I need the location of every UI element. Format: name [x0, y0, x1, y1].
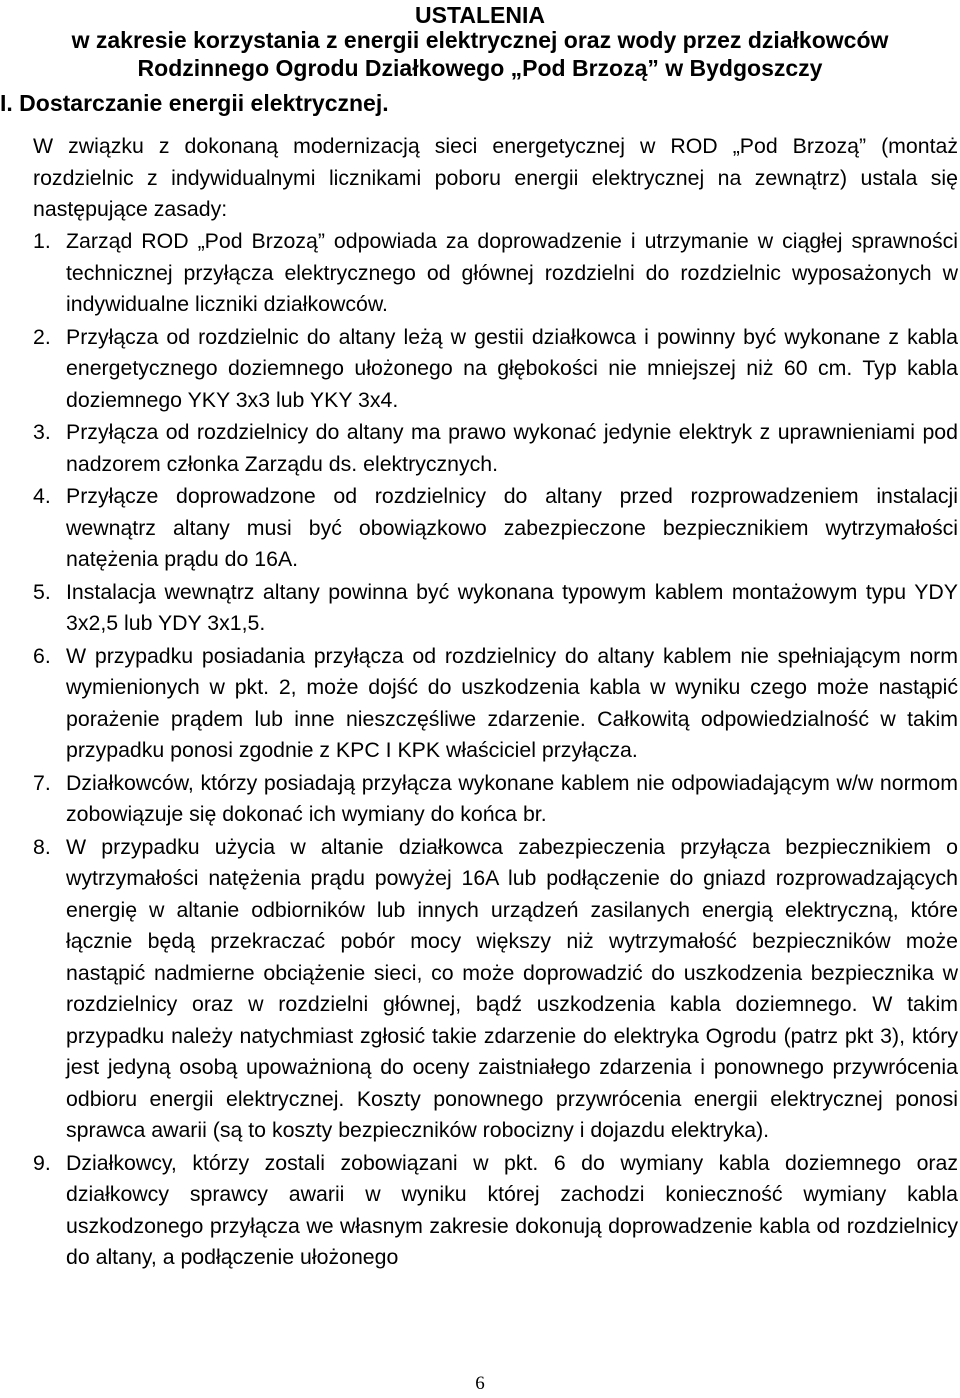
rule-number: 9.	[33, 1150, 51, 1175]
rules-list	[0, 226, 960, 1274]
rule-item	[0, 641, 958, 767]
document-title: USTALENIA	[415, 2, 545, 28]
rule-text: Przyłącze doprowadzone od rozdzielnicy do altany przed rozprowadzeniem instalacji wewnątrz altany musi być obowiązkowo zabezpieczone bezpiecznikiem wytrzymałości natężenia prądu do 16A.	[66, 484, 958, 571]
rule-item	[0, 1148, 958, 1274]
rule-item	[0, 481, 958, 576]
rule-number: 1.	[33, 229, 51, 253]
rule-text: Działkowcy, którzy zostali zobowiązani w pkt. 6 do wymiany kabla doziemnego oraz działkowcy sprawcy awarii w wyniku której zachodzi konieczność wymiany kabla uszkodzonego przyłącza we własnym zakresie dokonują doprowadzenie kabla od rozdzielnicy do altany, a podłączenie ułożonego	[66, 1150, 958, 1269]
rule-text: W przypadku posiadania przyłącza od rozdzielnicy do altany kablem nie spełniającym norm wymienionych w pkt. 2, może dojść do uszkodzenia kabla w wyniku czego może nastąpić porażenie prądem lub inne nieszczęśliwe zdarzenie. Całkowitą odpowiedzialność w takim przypadku ponosi zgodnie z KPC I KPK właściciel przyłącza.	[66, 643, 958, 762]
rule-item	[0, 768, 958, 831]
rule-item	[0, 417, 958, 480]
rule-item	[0, 577, 958, 640]
rule-item	[0, 226, 958, 321]
rule-text: Instalacja wewnątrz altany powinna być wykonana typowym kablem montażowym typu YDY 3x2,5 lub YDY 3x1,5.	[66, 579, 958, 635]
rule-text: Przyłącza od rozdzielnicy do altany ma prawo wykonać jedynie elektryk z uprawnieniami pod nadzorem członka Zarządu ds. elektrycznych.	[66, 420, 958, 476]
rule-text: Działkowców, którzy posiadają przyłącza wykonane kablem nie odpowiadającym w/w normom zobowiązuje się dokonać ich wymiany do końca br.	[66, 770, 958, 826]
rule-number: 8.	[33, 834, 51, 859]
rule-number: 4.	[33, 484, 51, 508]
document-subtitle-line2: Rodzinnego Ogrodu Działkowego „Pod Brzozą” w Bydgoszczy	[137, 55, 823, 81]
rule-item	[0, 832, 958, 1147]
document-subtitle-line1: w zakresie korzystania z energii elektrycznej oraz wody przez działkowców	[71, 27, 889, 53]
rule-item	[0, 322, 958, 417]
rule-number: 3.	[33, 420, 51, 444]
rule-number: 7.	[33, 770, 51, 795]
rule-text: Zarząd ROD „Pod Brzozą” odpowiada za doprowadzenie i utrzymanie w ciągłej sprawności technicznej przyłącza elektrycznego od głównej rozdzielni do rozdzielnic wyposażonych w indywidualne liczniki działkowców.	[66, 229, 958, 316]
section-heading: I. Dostarczanie energii elektrycznej.	[0, 90, 389, 116]
rule-number: 6.	[33, 643, 51, 668]
page-number: 6	[475, 1373, 485, 1394]
rule-text: W przypadku użycia w altanie działkowca zabezpieczenia przyłącza bezpiecznikiem o wytrzymałości natężenia prądu powyżej 16A lub podłączenie do gniazd rozprowadzających energię w altanie odbiorników lub innych urządzeń zasilanych energią elektryczną, które łącznie będą przekraczać pobór mocy większy niż wytrzymałość bezpieczników może nastąpić nadmierne obciążenie sieci, co może doprowadzić do uszkodzenia bezpiecznika w rozdzielnicy oraz w rozdzielni głównej, bądź uszkodzenia kabla doziemnego. W takim przypadku należy natychmiast zgłosić takie zdarzenie do elektryka Ogrodu (patrz pkt 3), który jest jedyną osobą upoważnioną do oceny zaistniałego zdarzenia i ponownego przywrócenia odbioru energii elektrycznej. Koszty ponownego przywrócenia energii elektrycznej ponosi sprawca awarii (są to koszty bezpieczników robocizny i dojazdu elektryka).	[66, 834, 958, 1142]
section-intro: W związku z dokonaną modernizacją sieci energetycznej w ROD „Pod Brzozą” (montaż rozdzielnic z indywidualnymi licznikami poboru energii elektrycznej na zewnątrz) ustala się następujące zasady:	[33, 134, 958, 221]
rule-number: 2.	[33, 324, 51, 349]
rule-text: Przyłącza od rozdzielnic do altany leżą w gestii działkowca i powinny być wykonane z kabla energetycznego doziemnego ułożonego na głębokości nie mniejszej niż 60 cm. Typ kabla doziemnego YKY 3x3 lub YKY 3x4.	[66, 324, 958, 412]
rule-number: 5.	[33, 579, 51, 604]
